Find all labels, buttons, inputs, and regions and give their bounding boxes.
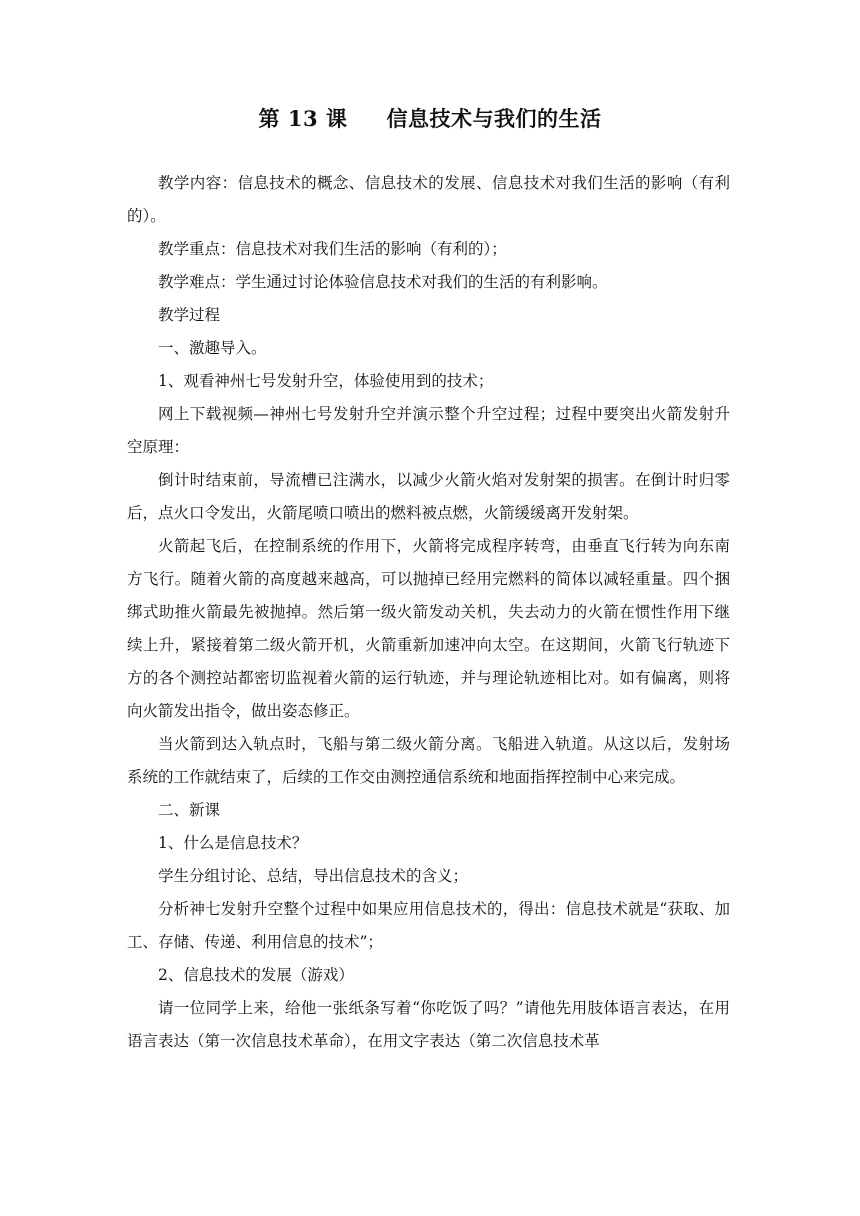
paragraph: 一、激趣导入。 [158, 339, 267, 357]
paragraph: 倒计时结束前，导流槽已注满水，以减少火箭火焰对发射架的损害。在倒计时归零后，点火口令发出，火箭尾喷口喷出的燃料被点燃，火箭缓缓离开发射架。 [127, 471, 730, 522]
paragraph: 教学重点：信息技术对我们生活的影响（有利的）； [158, 240, 507, 258]
paragraph: 当火箭到达入轨点时，飞船与第二级火箭分离。飞船进入轨道。从这以后，发射场系统的工作就结束了，后续的工作交由测控通信系统和地面指挥控制中心来完成。 [127, 735, 730, 786]
paragraph: 教学内容：信息技术的概念、信息技术的发展、信息技术对我们生活的影响（有利的）。 [127, 174, 730, 225]
paragraph: 1、什么是信息技术？ [158, 834, 308, 852]
paragraph: 学生分组讨论、总结，导出信息技术的含义； [158, 867, 469, 885]
paragraph: 分析神七发射升空整个过程中如果应用信息技术的，得出：信息技术就是“获取、加工、存储、传递、利用信息的技术”； [127, 900, 730, 951]
paragraph: 二、新课 [158, 801, 221, 819]
paragraph: 教学难点：学生通过讨论体验信息技术对我们的生活的有利影响。 [158, 273, 608, 291]
document-title: 第 13 课 信息技术与我们的生活 [258, 106, 602, 131]
paragraph: 教学过程 [158, 306, 221, 324]
paragraph: 2、信息技术的发展（游戏） [158, 966, 354, 984]
paragraph: 火箭起飞后，在控制系统的作用下，火箭将完成程序转弯，由垂直飞行转为向东南方飞行。随着火箭的高度越来越高，可以抛掉已经用完燃料的简体以减轻重量。四个捆绑式助推火箭最先被抛掉。然后第一级火箭发动关机，失去动力的火箭在惯性作用下继续上升，紧接着第二级火箭开机，火箭重新加速冲向太空。在这期间，火箭飞行轨迹下方的各个测控站都密切监视着火箭的运行轨迹，并与理论轨迹相比对。如有偏离，则将向火箭发出指令，做出姿态修正。 [127, 537, 730, 720]
document-body [127, 167, 730, 1058]
paragraph: 请一位同学上来，给他一张纸条写着“你吃饭了吗？”请他先用肢体语言表达，在用语言表达（第一次信息技术革命），在用文字表达（第二次信息技术革 [127, 999, 730, 1050]
paragraph: 1、观看神州七号发射升空，体验使用到的技术； [158, 372, 494, 390]
paragraph: 网上下载视频—神州七号发射升空并演示整个升空过程；过程中要突出火箭发射升空原理： [127, 405, 730, 456]
